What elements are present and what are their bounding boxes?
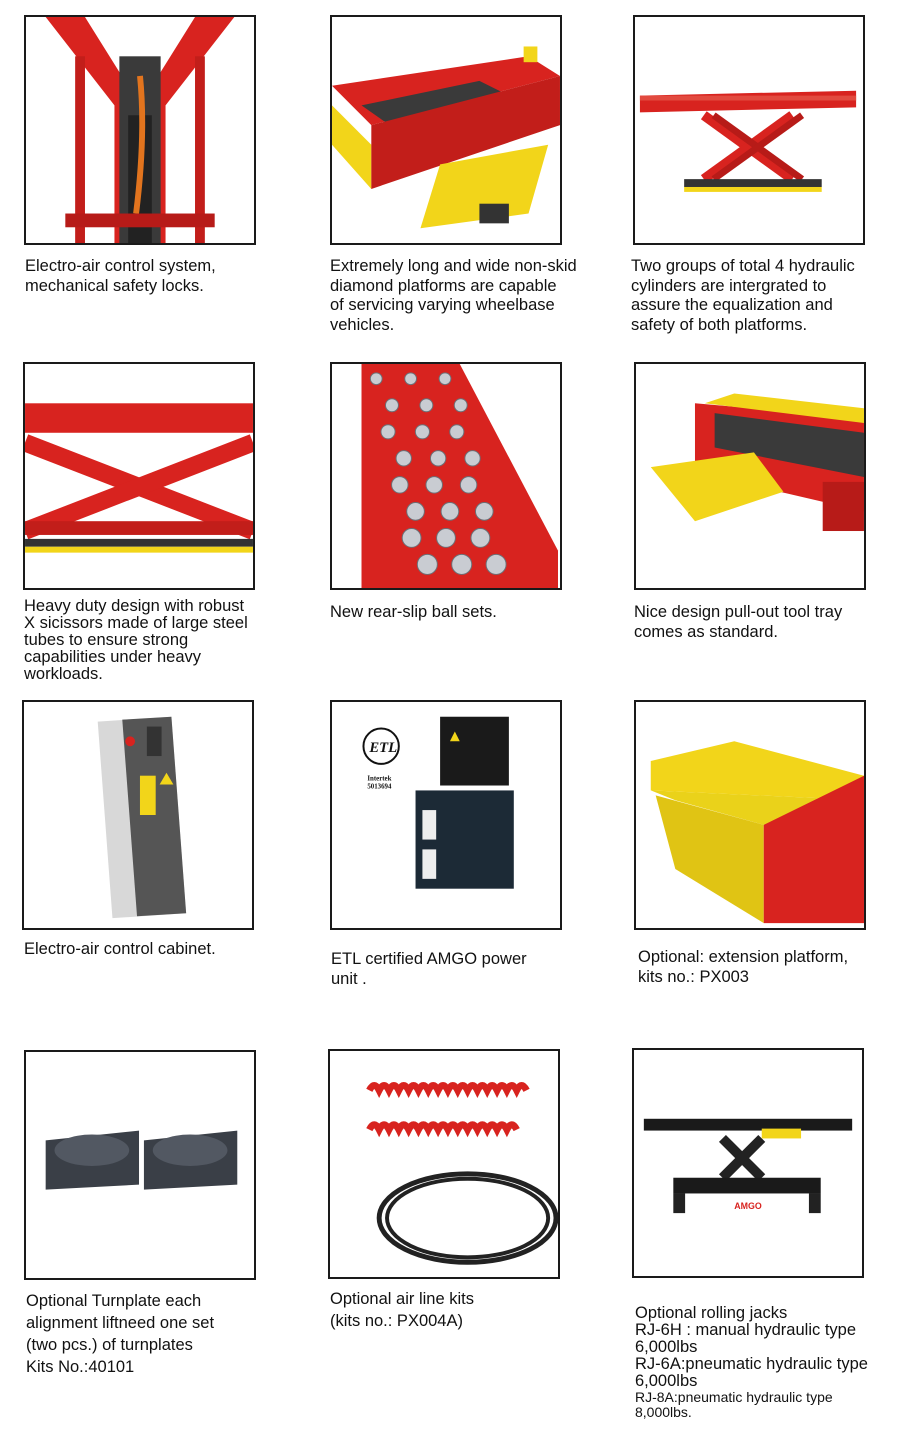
ball	[486, 554, 506, 574]
ball	[420, 399, 433, 412]
intertek-label: Intertek	[367, 775, 392, 783]
ball	[417, 554, 437, 574]
ball	[441, 503, 459, 521]
ball	[437, 528, 456, 547]
caption-12-small: RJ-8A:pneumatic hydraulic type 8,000lbs.	[635, 1389, 833, 1420]
ball	[460, 477, 477, 494]
etl-logo: ETL	[369, 740, 398, 757]
product-image	[24, 1050, 256, 1280]
amgo-logo: AMGO	[93, 448, 128, 461]
caption-12-main: Optional rolling jacks RJ-6H : manual hydraulic type 6,000lbs RJ-6A:pneumatic hydraulic type 6,000lbs	[635, 1304, 868, 1390]
control-cabinet-image	[24, 702, 252, 928]
turnplate-image	[26, 1052, 254, 1278]
air-line-image	[330, 1051, 558, 1277]
caption-6: Nice design pull-out tool tray comes as standard.	[634, 603, 843, 641]
rolling-jack-image	[634, 1050, 862, 1276]
product-image	[632, 1048, 864, 1278]
caption-10: Optional Turnplate each alignment liftneed one set (two pcs.) of turnplates Kits No.:40101	[26, 1292, 215, 1376]
caption-12	[635, 1288, 868, 1437]
ball	[439, 373, 451, 385]
product-image	[634, 700, 866, 930]
scissor-lift-image	[635, 17, 863, 243]
ball	[385, 399, 398, 412]
product-image	[328, 1049, 560, 1279]
power-unit-image	[332, 702, 560, 928]
caption-1: Electro-air control system, mechanical safety locks.	[25, 257, 216, 295]
ball	[465, 451, 480, 466]
ball	[370, 373, 382, 385]
ball	[392, 477, 409, 494]
extension-platform-image	[636, 702, 864, 928]
ball	[396, 451, 411, 466]
caption-8: ETL certified AMGO power unit .	[331, 950, 527, 988]
platform-image	[332, 17, 560, 243]
ball	[405, 373, 417, 385]
ball	[471, 528, 490, 547]
ball-set-image	[332, 364, 560, 588]
product-image	[633, 15, 865, 245]
product-image	[23, 362, 255, 590]
ball	[454, 399, 467, 412]
caption-3: Two groups of total 4 hydraulic cylinders are intergrated to assure the equalization and safety of both platforms.	[631, 257, 855, 334]
caption-7: Electro-air control cabinet.	[24, 940, 216, 958]
ball	[452, 554, 472, 574]
caption-4: Heavy duty design with robust X sicissors made of large steel tubes to ensure strong capabilities under heavy workloads.	[24, 597, 248, 683]
caption-2: Extremely long and wide non-skid diamond platforms are capable of servicing varying wheelbase vehicles.	[330, 257, 577, 334]
x-scissor-image	[25, 364, 253, 588]
ball	[415, 425, 429, 439]
product-image	[634, 362, 866, 590]
lift-control-image	[26, 17, 254, 243]
ball	[402, 528, 421, 547]
caption-5: New rear-slip ball sets.	[330, 603, 497, 621]
tool-tray-image	[636, 364, 864, 588]
ball	[426, 477, 443, 494]
product-image	[330, 362, 562, 590]
product-image	[330, 15, 562, 245]
product-image	[22, 700, 254, 930]
cert-number: 5013694	[367, 783, 392, 791]
caption-9: Optional: extension platform, kits no.: PX003	[638, 948, 849, 986]
ball	[475, 503, 493, 521]
ball	[450, 425, 464, 439]
caption-11: Optional air line kits (kits no.: PX004A)	[330, 1290, 474, 1330]
amgo-logo: AMGO	[734, 1201, 762, 1212]
product-image	[330, 700, 562, 930]
ball	[430, 451, 445, 466]
product-image	[24, 15, 256, 245]
ball	[381, 425, 395, 439]
ball	[407, 503, 425, 521]
